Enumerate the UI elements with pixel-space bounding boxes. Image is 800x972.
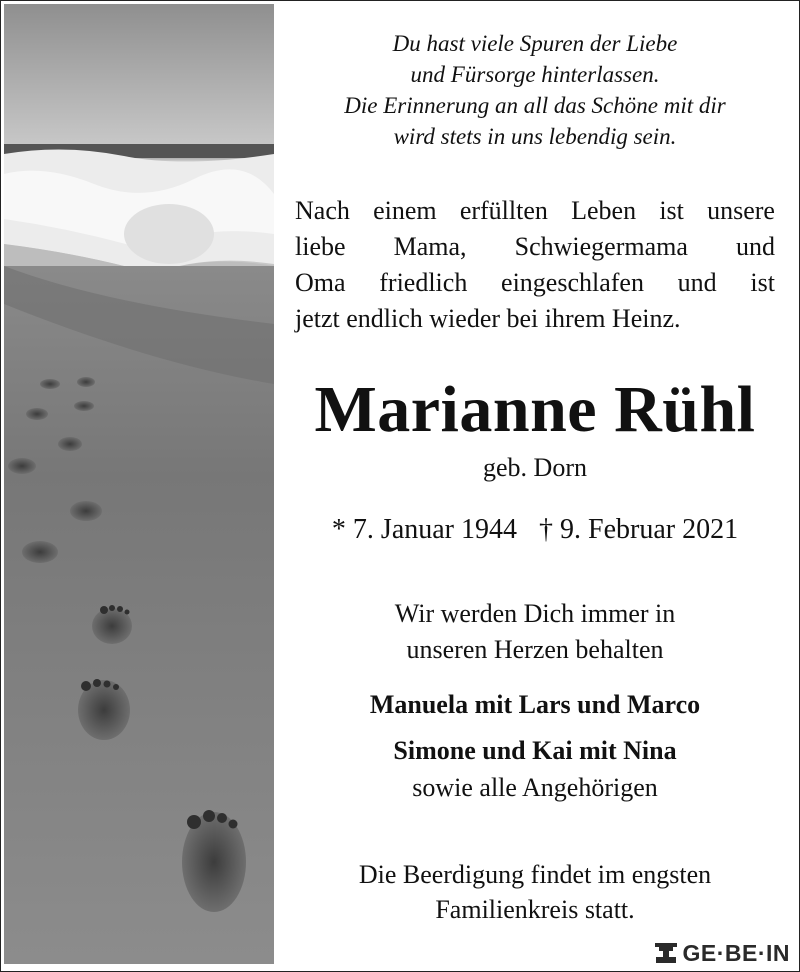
intro-word: friedlich — [379, 268, 468, 297]
intro-line — [295, 229, 775, 265]
poem-line: und Fürsorge hinterlassen. — [410, 62, 660, 87]
poem-line: Du hast viele Spuren der Liebe — [392, 31, 678, 56]
gebein-logo-text: GE·BE·IN — [682, 939, 790, 966]
beach-footprints-image — [4, 4, 274, 964]
farewell-line: Wir werden Dich immer in — [394, 599, 676, 628]
poem-line: wird stets in uns lebendig sein. — [393, 124, 677, 149]
intro-word: Schwiegermama — [514, 232, 688, 261]
funeral-line: Die Beerdigung findet im engsten — [358, 860, 712, 889]
intro-word: Leben — [571, 196, 637, 225]
intro-word: Mama, — [393, 232, 467, 261]
family-names — [285, 682, 785, 774]
intro-word: jetzt endlich wieder bei ihrem Heinz. — [295, 304, 681, 333]
intro-line — [295, 193, 775, 229]
relatives-text: sowie alle Angehörigen — [412, 773, 658, 802]
intro-line — [295, 265, 775, 301]
intro-word: unsere — [707, 196, 775, 225]
intro-word: einem — [373, 196, 437, 225]
intro-word: eingeschlafen — [501, 268, 644, 297]
intro-paragraph — [295, 193, 775, 337]
intro-word: ist — [750, 268, 775, 297]
family-line: Simone und Kai mit Nina — [393, 736, 677, 765]
intro-word: Oma — [295, 268, 346, 297]
intro-word: ist — [659, 196, 684, 225]
intro-word: liebe — [295, 232, 346, 261]
poem-line: Die Erinnerung an all das Schöne mit dir — [344, 93, 726, 118]
intro-line — [295, 301, 775, 337]
birth-name: geb. Dorn — [483, 453, 587, 482]
memorial-poem — [285, 28, 785, 152]
intro-word: Nach — [295, 196, 350, 225]
funeral-notice — [285, 857, 785, 927]
gebein-logo — [651, 938, 793, 968]
farewell-text — [285, 596, 785, 668]
birth-date: * 7. Januar 1944 — [331, 514, 517, 545]
life-dates — [285, 513, 785, 547]
funeral-line: Familienkreis statt. — [435, 895, 635, 924]
death-date: † 9. Februar 2021 — [539, 514, 739, 545]
family-line: Manuela mit Lars und Marco — [369, 690, 701, 719]
intro-word: und — [677, 268, 717, 297]
beach-footprints-photo — [4, 4, 274, 964]
notice-text-column — [285, 0, 785, 972]
deceased-name: Marianne Rühl — [314, 373, 756, 446]
intro-word: erfüllten — [459, 196, 548, 225]
intro-word: und — [736, 232, 775, 261]
gebein-logo-icon — [653, 940, 679, 966]
farewell-line: unseren Herzen behalten — [406, 635, 664, 664]
